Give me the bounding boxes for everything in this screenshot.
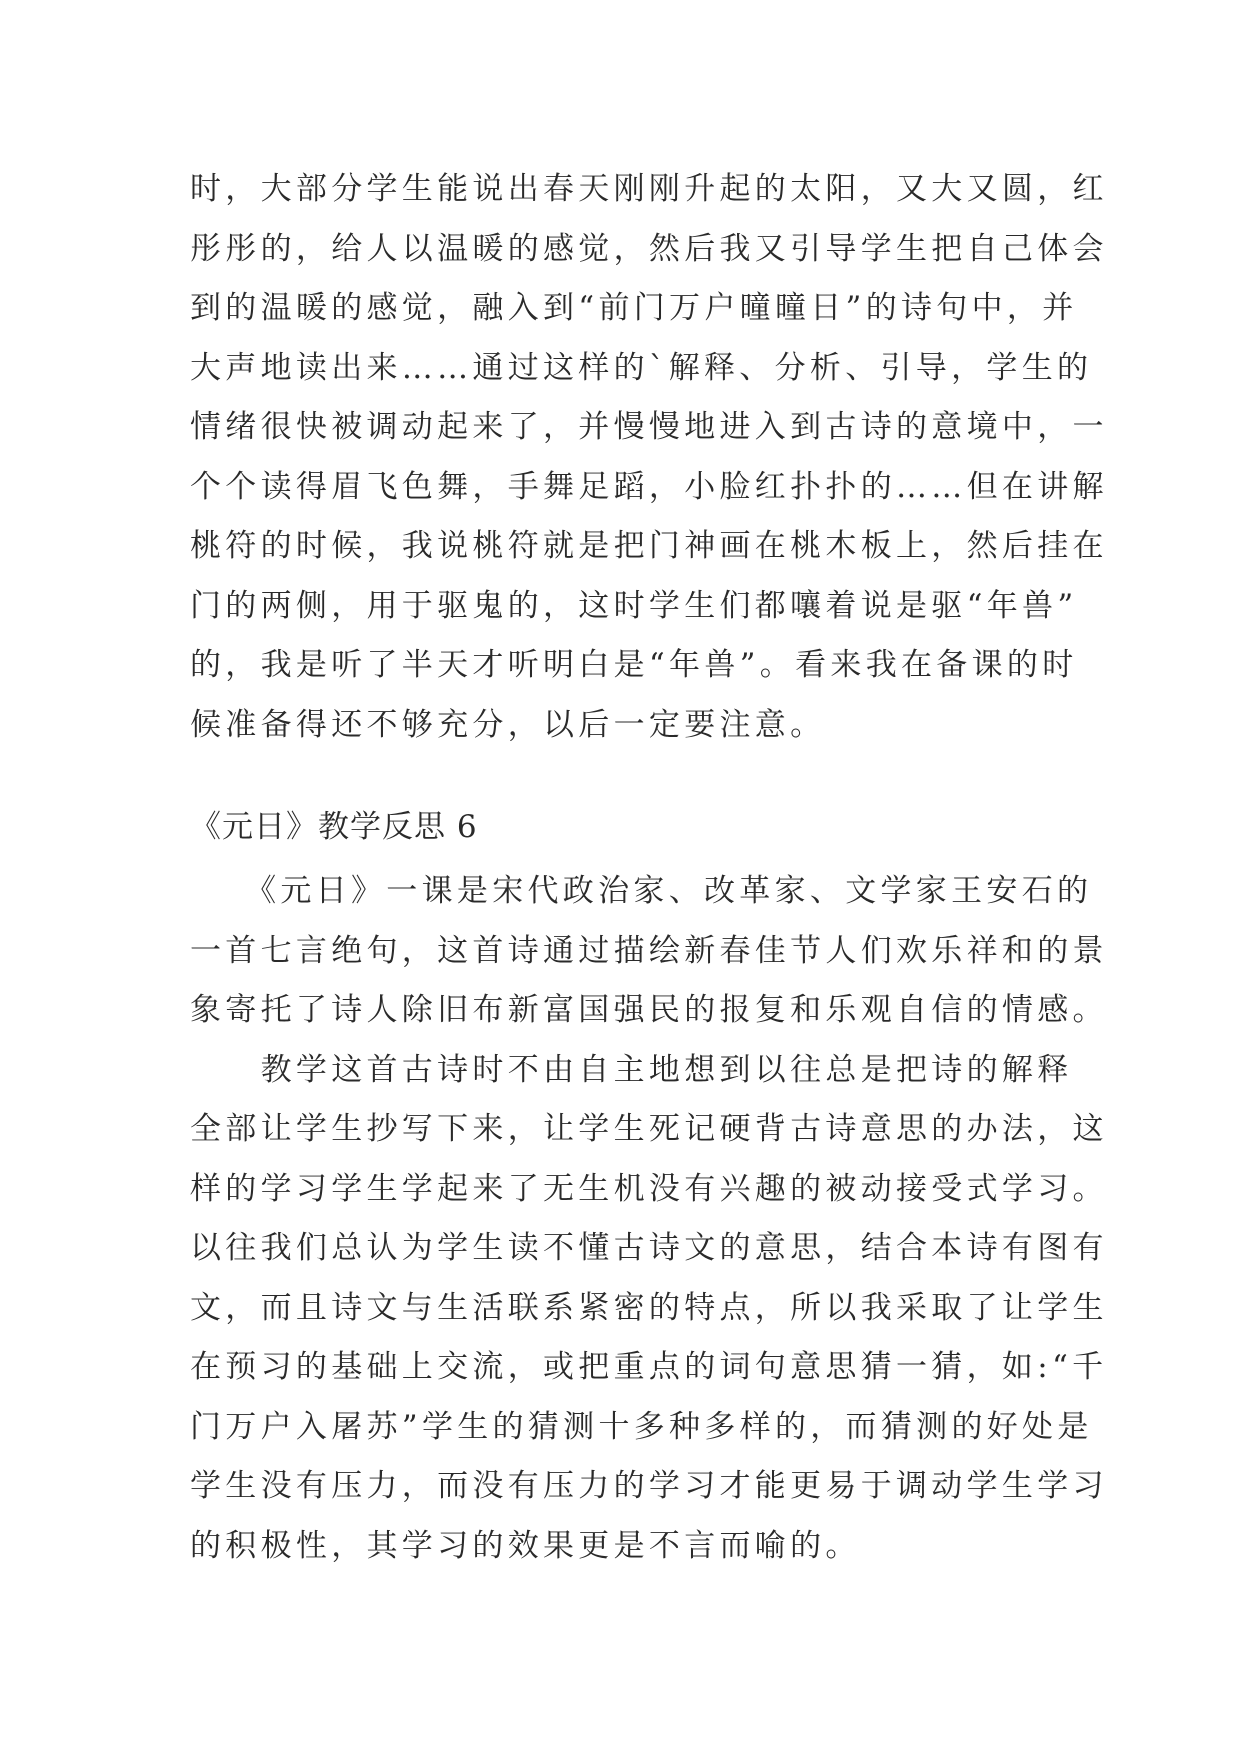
text-line: 教学这首古诗时不由自主地想到以往总是把诗的解释 — [190, 1051, 1073, 1088]
text-line: 在预习的基础上交流，或把重点的词句意思猜一猜，如:“千 — [190, 1349, 1108, 1385]
text-line: 到的温暖的感觉，融入到“前门万户曈曈日”的诗句中，并 — [190, 290, 1078, 326]
text-line: 全部让学生抄写下来，让学生死记硬背古诗意思的办法，这 — [190, 1111, 1108, 1147]
text-line: 的积极性，其学习的效果更是不言而喻的。 — [190, 1527, 861, 1564]
text-line: 样的学习学生学起来了无生机没有兴趣的被动接受式学习。 — [190, 1170, 1108, 1207]
text-line: 时，大部分学生能说出春天刚刚升起的太阳，又大又圆，红 — [190, 171, 1108, 207]
text-line: 大声地读出来……通过这样的`解释、分析、引导，学生的 — [190, 349, 1093, 386]
text-line: 《元日》一课是宋代政治家、改革家、文学家王安石的 — [190, 873, 1093, 909]
text-line: 情绪很快被调动起来了，并慢慢地进入到古诗的意境中，一 — [190, 409, 1108, 445]
paragraph-continuation — [190, 160, 1108, 755]
text-line: 彤彤的，给人以温暖的感觉，然后我又引导学生把自己体会 — [190, 230, 1108, 267]
text-line: 以往我们总认为学生读不懂古诗文的意思，结合本诗有图有 — [190, 1230, 1108, 1266]
paragraph-section-6 — [190, 862, 1108, 1576]
text-line: 文，而且诗文与生活联系紧密的特点，所以我采取了让学生 — [190, 1289, 1108, 1326]
text-line: 学生没有压力，而没有压力的学习才能更易于调动学生学习 — [190, 1468, 1108, 1504]
text-line: 门万户入屠苏”学生的猜测十多种多样的，而猜测的好处是 — [190, 1408, 1093, 1445]
section-heading: 《元日》教学反思 6 — [190, 809, 478, 845]
text-line: 候准备得还不够充分，以后一定要注意。 — [190, 706, 826, 743]
text-line: 门的两侧，用于驱鬼的，这时学生们都嚷着说是驱“年兽” — [190, 587, 1078, 624]
text-line: 的，我是听了半天才听明白是“年兽”。看来我在备课的时 — [190, 647, 1078, 683]
text-line: 象寄托了诗人除旧布新富国强民的报复和乐观自信的情感。 — [190, 992, 1108, 1028]
text-line: 桃符的时候，我说桃符就是把门神画在桃木板上，然后挂在 — [190, 528, 1108, 564]
text-line: 个个读得眉飞色舞，手舞足蹈，小脸红扑扑的……但在讲解 — [190, 468, 1108, 505]
text-line: 一首七言绝句，这首诗通过描绘新春佳节人们欢乐祥和的景 — [190, 932, 1108, 969]
